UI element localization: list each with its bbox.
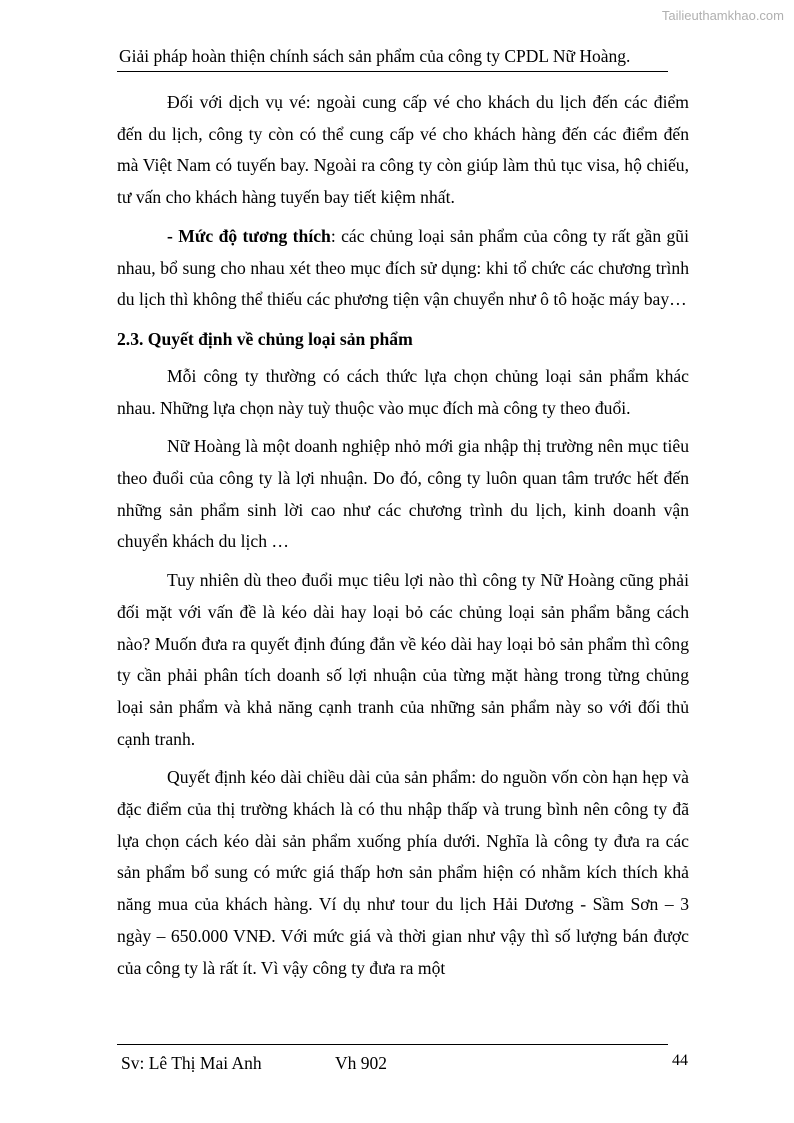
paragraph-selection: Mỗi công ty thường có cách thức lựa chọn chủng loại sản phẩm khác nhau. Những lựa chọn này tuỳ thuộc vào mục đích mà công ty theo đuổi. — [117, 365, 689, 418]
paragraph-ticket-service: Đối với dịch vụ vé: ngoài cung cấp vé cho khách du lịch đến các điểm đến du lịch, công ty còn có thể cung cấp vé cho khách hàng đến các điểm đến mà Việt Nam có tuyến bay. Ngoài ra công ty còn giúp làm thủ tục visa, hộ chiếu, tư vấn cho khách hàng tuyến bay tiết kiệm nhất. — [117, 92, 689, 208]
compatibility-term: - Mức độ tương thích — [167, 225, 331, 246]
section-heading: 2.3. Quyết định về chủng loại sản phẩm — [117, 328, 413, 349]
page-number: 44 — [672, 1052, 688, 1069]
page-content — [117, 87, 689, 991]
paragraph-goal: Nữ Hoàng là một doanh nghiệp nhỏ mới gia nhập thị trường nên mục tiêu theo đuổi của công ty là lợi nhuận. Do đó, công ty luôn quan tâm trước hết đến những sản phẩm sinh lời cao như các chương trình du lịch, kinh doanh vận chuyển khách du lịch … — [117, 436, 689, 552]
paragraph-compatibility — [117, 221, 689, 316]
paragraph-extend-or-drop: Tuy nhiên dù theo đuổi mục tiêu lợi nào thì công ty Nữ Hoàng cũng phải đối mặt với vấn đề là kéo dài hay loại bỏ các chủng loại sản phẩm bằng cách nào? Muốn đưa ra quyết định đúng đắn về kéo dài hay loại bỏ sản phẩm thì công ty cần phải phân tích doanh số lợi nhuận của từng mặt hàng trong từng chủng loại sản phẩm và khả năng cạnh tranh của những sản phẩm này so với đối thủ cạnh tranh. — [117, 570, 689, 749]
footer-divider — [117, 1044, 668, 1045]
footer — [121, 1053, 387, 1074]
paragraph-extend-decision: Quyết định kéo dài chiều dài của sản phẩm: do nguồn vốn còn hạn hẹp và đặc điểm của thị trường khách là có thu nhập thấp và trung bình nên công ty đã lựa chọn cách kéo dài sản phẩm xuống phía dưới. Nghĩa là công ty đưa ra các sản phẩm bổ sung có mức giá thấp hơn sản phẩm hiện có nhằm kích thích khả năng mua của khách hàng. Ví dụ như tour du lịch Hải Dương - Sầm Sơn – 3 ngày – 650.000 VNĐ. Với mức giá và thời gian như vậy thì số lượng bán được của công ty là rất ít. Vì vậy công ty đưa ra một — [117, 767, 689, 978]
running-header: Giải pháp hoàn thiện chính sách sản phẩm của công ty CPDL Nữ Hoàng. — [119, 46, 631, 66]
watermark: Tailieuthamkhao.com — [661, 8, 784, 23]
student-name: Sv: Lê Thị Mai Anh — [121, 1053, 262, 1073]
compatibility-text: : các chủng loại sản phẩm của công ty rất gần gũi nhau, bổ sung cho nhau xét theo mục đích sử dụng: khi tổ chức các chương trình du lịch thì không thể thiếu các phương tiện vận chuyển như ô tô hoặc máy bay… — [117, 225, 689, 310]
class-code: Vh 902 — [335, 1053, 388, 1073]
header-divider — [117, 71, 668, 72]
